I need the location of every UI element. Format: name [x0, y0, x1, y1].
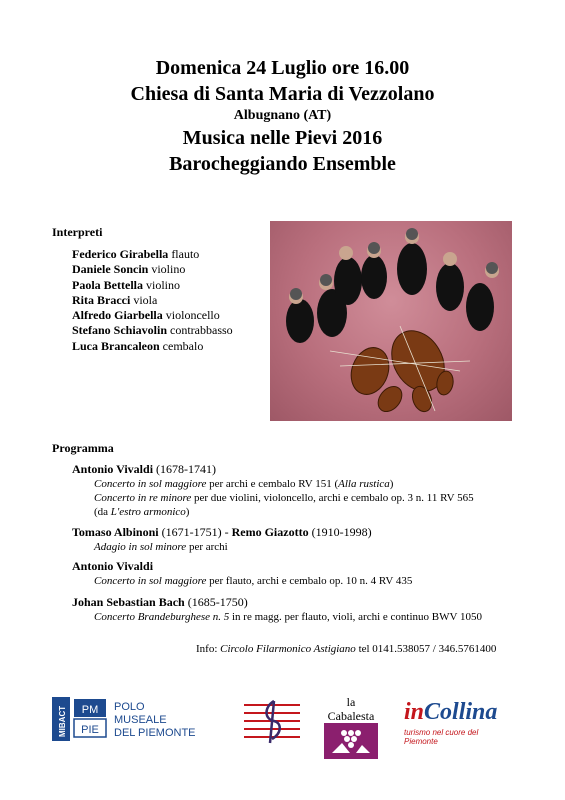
ensemble-name: Barocheggiando Ensemble: [169, 153, 396, 175]
performer-row: Daniele Soncin violino: [72, 262, 186, 277]
performer-row: Paola Bettella violino: [72, 277, 180, 292]
performer-row: Luca Brancaleon cembalo: [72, 338, 204, 353]
performers-list: [72, 247, 233, 354]
performer-row: Federico Girabella flauto: [72, 247, 200, 261]
work-list: [72, 610, 482, 624]
music-staff-logo: [244, 697, 300, 745]
svg-text:POLO: POLO: [114, 701, 145, 713]
programma-title: Programma: [52, 441, 114, 455]
work-list: [72, 574, 412, 588]
ensemble-photo: [270, 221, 512, 421]
svg-text:PIE: PIE: [81, 724, 99, 736]
info-line: Info: Circolo Filarmonico Astigiano tel 0141.538057 / 346.5761400: [196, 643, 497, 655]
composer-line: Antonio Vivaldi (1678-1741): [72, 462, 217, 476]
composer-line: Tomaso Albinoni (1671-1751) - Remo Giazotto (1910-1998): [72, 525, 372, 539]
work-line: Concerto Brandeburghese n. 5 in re magg. per flauto, violi, archi e continuo BWV 1050: [94, 611, 482, 623]
event-series: Musica nelle Pievi 2016: [182, 127, 383, 149]
program-item: [72, 462, 474, 519]
incollina-logo: [404, 698, 514, 746]
incollina-wordmark: inCollina: [404, 699, 498, 725]
program-item: [72, 525, 372, 554]
incollina-tagline: turismo nel cuore del Piemonte: [404, 728, 479, 746]
program-item: [72, 559, 412, 588]
work-line: Concerto in sol maggiore per archi e cembalo RV 151 (Alla rustica): [94, 478, 394, 490]
program-item: [72, 595, 482, 624]
performer-row: Rita Bracci viola: [72, 292, 158, 307]
svg-text:MUSEALE: MUSEALE: [114, 714, 167, 726]
work-line: Concerto in re minore per due violini, violoncello, archi e cembalo op. 3 n. 11 RV 565: [94, 492, 474, 504]
event-venue: Chiesa di Santa Maria di Vezzolano: [130, 83, 435, 105]
organizer-name: Circolo Filarmonico Astigiano: [220, 643, 356, 655]
composer-line: Antonio Vivaldi: [72, 559, 154, 573]
mibact-text: MIBACT: [58, 705, 67, 737]
work-line: Adagio in sol minore per archi: [94, 541, 228, 553]
la-cabalesta-text: la Cabalesta: [327, 695, 375, 723]
performer-row: Alfredo Giarbella violoncello: [72, 308, 220, 323]
composer-line: Johan Sebastian Bach (1685-1750): [72, 595, 248, 609]
event-date: Domenica 24 Luglio ore 16.00: [155, 57, 410, 79]
ensemble-photo-illustration: [270, 221, 512, 421]
svg-text:PM: PM: [81, 704, 99, 716]
polo-museale-logo: [52, 697, 232, 741]
work-list: [72, 477, 474, 519]
event-header: [0, 55, 565, 177]
interpreti-title: Interpreti: [52, 225, 103, 239]
performer-row: Stefano Schiavolin contrabbasso: [72, 323, 233, 338]
event-location: Albugnano (AT): [233, 108, 332, 123]
work-line: Concerto in sol maggiore per flauto, archi e cembalo op. 10 n. 4 RV 435: [94, 575, 413, 587]
work-line: (da L'estro armonico): [94, 506, 190, 518]
svg-text:DEL PIEMONTE: DEL PIEMONTE: [114, 727, 196, 739]
la-cabalesta-logo: [322, 695, 380, 747]
work-list: [72, 540, 372, 554]
